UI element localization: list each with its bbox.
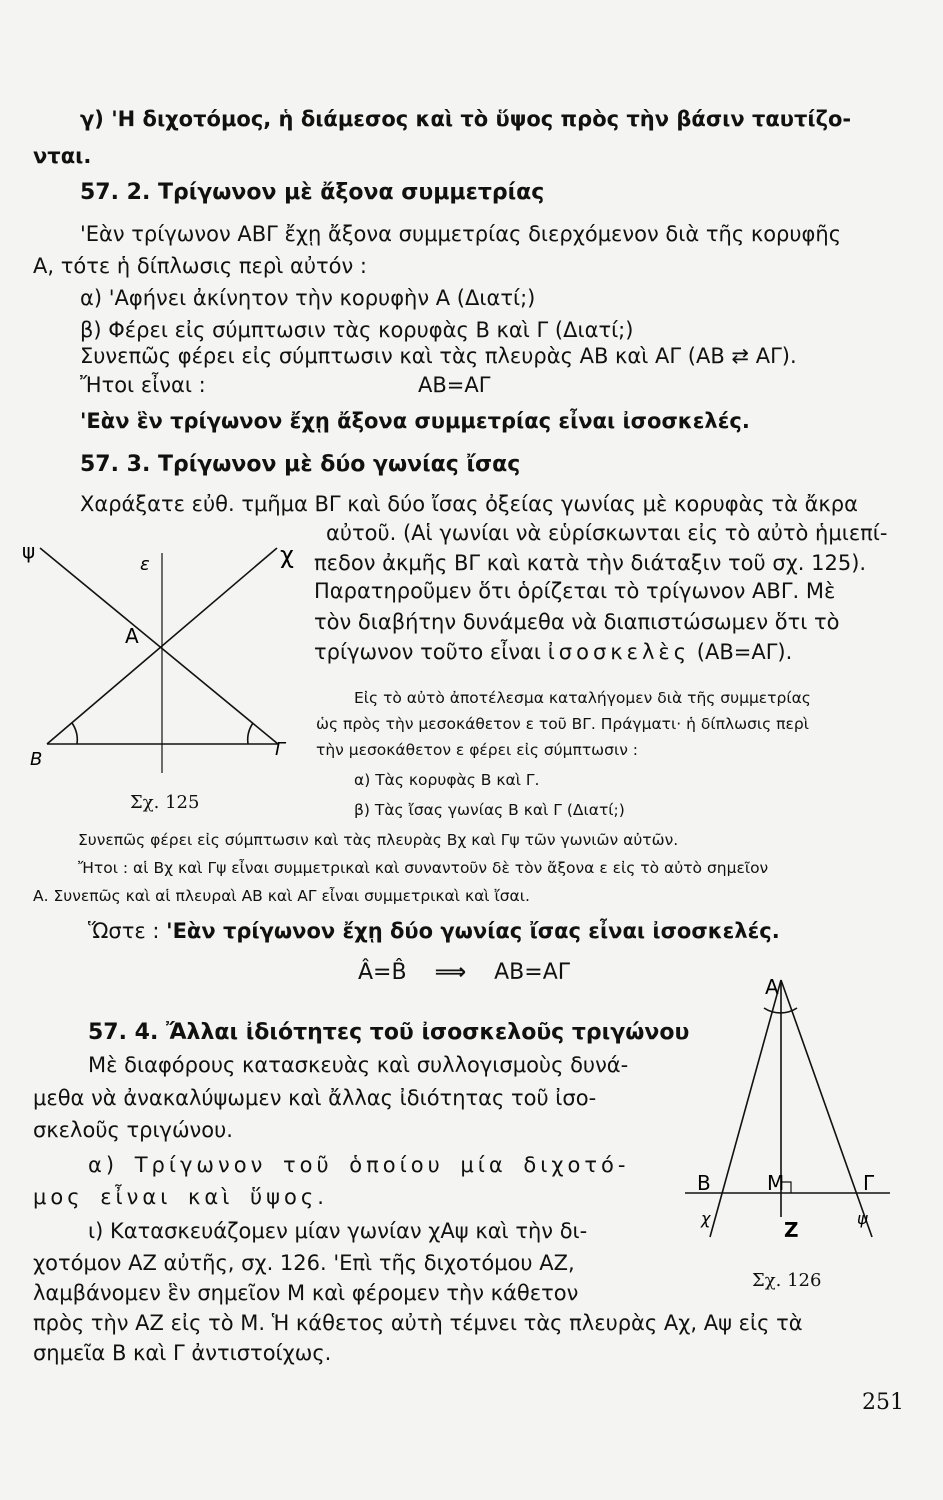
theorem-statement: 'Εὰν ἓν τρίγωνον ἔχῃ ἄξονα συμμετρίας εἶναι ἰσοσκελές. bbox=[80, 409, 750, 433]
text-line: χοτόμον ΑΖ αὐτῆς, σχ. 126. 'Επὶ τῆς διχοτόμου ΑΖ, bbox=[33, 1251, 575, 1275]
text-line: Μὲ διαφόρους κατασκευὰς καὶ συλλογισμοὺς δυνά- bbox=[88, 1053, 629, 1077]
text-line: πεδον ἀκμῆς ΒΓ καὶ κατὰ τὴν διάταξιν τοῦ σχ. 125). bbox=[314, 551, 867, 575]
emphasis-text: μος εἶναι καὶ ὕψος. bbox=[33, 1185, 328, 1209]
implies-arrow: ⟹ bbox=[434, 960, 467, 985]
label-z: Ζ bbox=[784, 1218, 799, 1242]
small-text-line: α) Τὰς κορυφὰς Β καὶ Γ. bbox=[354, 771, 540, 789]
label-chi: χ bbox=[701, 1209, 711, 1228]
text-line: σκελοῦς τριγώνου. bbox=[33, 1118, 233, 1142]
text-line bbox=[314, 639, 792, 665]
small-text-line: Α. Συνεπῶς καὶ αἱ πλευραὶ ΑΒ καὶ ΑΓ εἶναι συμμετρικαὶ καὶ ἴσαι. bbox=[33, 887, 530, 905]
text-span: Ὥστε : bbox=[88, 919, 167, 943]
ray-a-chi bbox=[710, 980, 781, 1237]
equation-rhs: ΑΒ=ΑΓ bbox=[494, 960, 571, 985]
text-line: Χαράξατε εὐθ. τμῆμα ΒΓ καὶ δύο ἴσας ὀξείας γωνίας μὲ κορυφὰς τὰ ἄκρα bbox=[80, 492, 858, 516]
text-line: Συνεπῶς φέρει εἰς σύμπτωσιν καὶ τὰς πλευρὰς ΑΒ καὶ ΑΓ (ΑΒ ⇄ ΑΓ). bbox=[80, 344, 797, 368]
text-line: ι) Κατασκευάζομεν μίαν γωνίαν χΑψ καὶ τὴν δι- bbox=[88, 1219, 588, 1243]
label-psi: ψ bbox=[22, 539, 36, 563]
equation-lhs: Â=B̂ bbox=[358, 960, 407, 985]
label-a: Α bbox=[125, 624, 139, 648]
text-line: νται. bbox=[33, 144, 92, 168]
figure-126 bbox=[675, 972, 900, 1252]
text-line bbox=[33, 1184, 328, 1210]
text-line: Παρατηροῦμεν ὅτι ὁρίζεται τὸ τρίγωνον ΑΒΓ. Μὲ bbox=[314, 579, 836, 603]
small-text-line: Ἤτοι : αἱ Βχ καὶ Γψ εἶναι συμμετρικαὶ καὶ συναντοῦν δὲ τὸν ἄξονα ε εἰς τὸ αὐτὸ σημεῖον bbox=[78, 859, 769, 877]
text-line bbox=[88, 1152, 629, 1178]
text-span: τρίγωνον τοῦτο εἶναι bbox=[314, 640, 548, 664]
small-text-line: Συνεπῶς φέρει εἰς σύμπτωσιν καὶ τὰς πλευρὰς Βχ καὶ Γψ τῶν γωνιῶν αὐτῶν. bbox=[78, 831, 679, 849]
conclusion-line bbox=[88, 918, 780, 944]
text-line: Α, τότε ἡ δίπλωσις περὶ αὐτόν : bbox=[33, 254, 367, 278]
angle-arc-g bbox=[248, 723, 253, 744]
text-line: σημεῖα Β καὶ Γ ἀντιστοίχως. bbox=[33, 1341, 332, 1365]
small-text-line: β) Τὰς ἴσας γωνίας Β καὶ Γ (Διατί;) bbox=[354, 801, 625, 819]
text-line: Ἤτοι εἶναι : bbox=[80, 373, 206, 397]
ray-a-psi bbox=[781, 980, 872, 1237]
text-line: β) Φέρει εἰς σύμπτωσιν τὰς κορυφὰς Β καὶ Γ (Διατί;) bbox=[80, 318, 634, 342]
label-g: Γ bbox=[863, 1171, 875, 1195]
label-g: Γ bbox=[275, 739, 286, 760]
figure-125 bbox=[20, 525, 310, 775]
emphasis-text: α) Τρίγωνον τοῦ ὁποίου μία διχοτό- bbox=[88, 1153, 630, 1177]
text-line: γ) 'Η διχοτόμος, ἡ διάμεσος καὶ τὸ ὕψος πρὸς τὴν βάσιν ταυτίζο- bbox=[80, 107, 852, 131]
equation: ΑΒ=ΑΓ bbox=[418, 373, 491, 397]
text-line: 'Εὰν τρίγωνον ΑΒΓ ἔχῃ ἄξονα συμμετρίας διερχόμενον διὰ τῆς κορυφῆς bbox=[80, 222, 842, 246]
small-text-line: τὴν μεσοκάθετον ε φέρει εἰς σύμπτωσιν : bbox=[316, 741, 639, 759]
label-a: Α bbox=[765, 975, 779, 999]
figure-caption: Σχ. 126 bbox=[752, 1270, 822, 1291]
small-text-line: ὡς πρὸς τὴν μεσοκάθετον ε τοῦ ΒΓ. Πράγματι· ἡ δίπλωσις περὶ bbox=[316, 715, 809, 733]
label-m: Μ bbox=[767, 1171, 785, 1195]
label-b: Β bbox=[697, 1171, 711, 1195]
text-line: λαμβάνομεν ἓν σημεῖον Μ καὶ φέρομεν τὴν κάθετον bbox=[33, 1281, 579, 1305]
section-heading-57-4: 57. 4. Ἄλλαι ἰδιότητες τοῦ ἰσοσκελοῦς τριγώνου bbox=[88, 1020, 690, 1045]
text-line: τὸν διαβήτην δυνάμεθα νὰ διαπιστώσωμεν ὅτι τὸ bbox=[314, 610, 840, 634]
section-heading-57-3: 57. 3. Τρίγωνον μὲ δύο γωνίας ἴσας bbox=[80, 452, 521, 477]
equation bbox=[358, 960, 570, 986]
figure-caption: Σχ. 125 bbox=[130, 792, 200, 813]
angle-arc-b bbox=[72, 723, 77, 744]
label-psi: ψ bbox=[857, 1209, 868, 1228]
label-b: Β bbox=[30, 749, 43, 770]
text-line: μεθα νὰ ἀνακαλύψωμεν καὶ ἄλλας ἰδιότητας τοῦ ἰσο- bbox=[33, 1086, 597, 1110]
emphasis-word: ἰσοσκελὲς bbox=[547, 640, 691, 664]
text-line: πρὸς τὴν ΑΖ εἰς τὸ Μ. Ἡ κάθετος αὐτὴ τέμνει τὰς πλευρὰς Αχ, Αψ εἰς τὰ bbox=[33, 1311, 803, 1335]
text-span: (ΑΒ=ΑΓ). bbox=[690, 640, 793, 664]
text-line: α) 'Αφήνει ἀκίνητον τὴν κορυφὴν Α (Διατί;) bbox=[80, 286, 536, 310]
theorem-statement: 'Εὰν τρίγωνον ἔχῃ δύο γωνίας ἴσας εἶναι ἰσοσκελές. bbox=[166, 919, 780, 943]
label-chi: χ bbox=[280, 541, 294, 569]
section-heading-57-2: 57. 2. Τρίγωνον μὲ ἄξονα συμμετρίας bbox=[80, 180, 545, 205]
label-epsilon: ε bbox=[140, 554, 150, 575]
text-line: αὐτοῦ. (Αἱ γωνίαι νὰ εὑρίσκωνται εἰς τὸ αὐτὸ ἡμιεπί- bbox=[326, 521, 888, 545]
small-text-line: Εἰς τὸ αὐτὸ ἀποτέλεσμα καταλήγομεν διὰ τῆς συμμετρίας bbox=[354, 689, 811, 707]
page-number: 251 bbox=[862, 1390, 904, 1415]
